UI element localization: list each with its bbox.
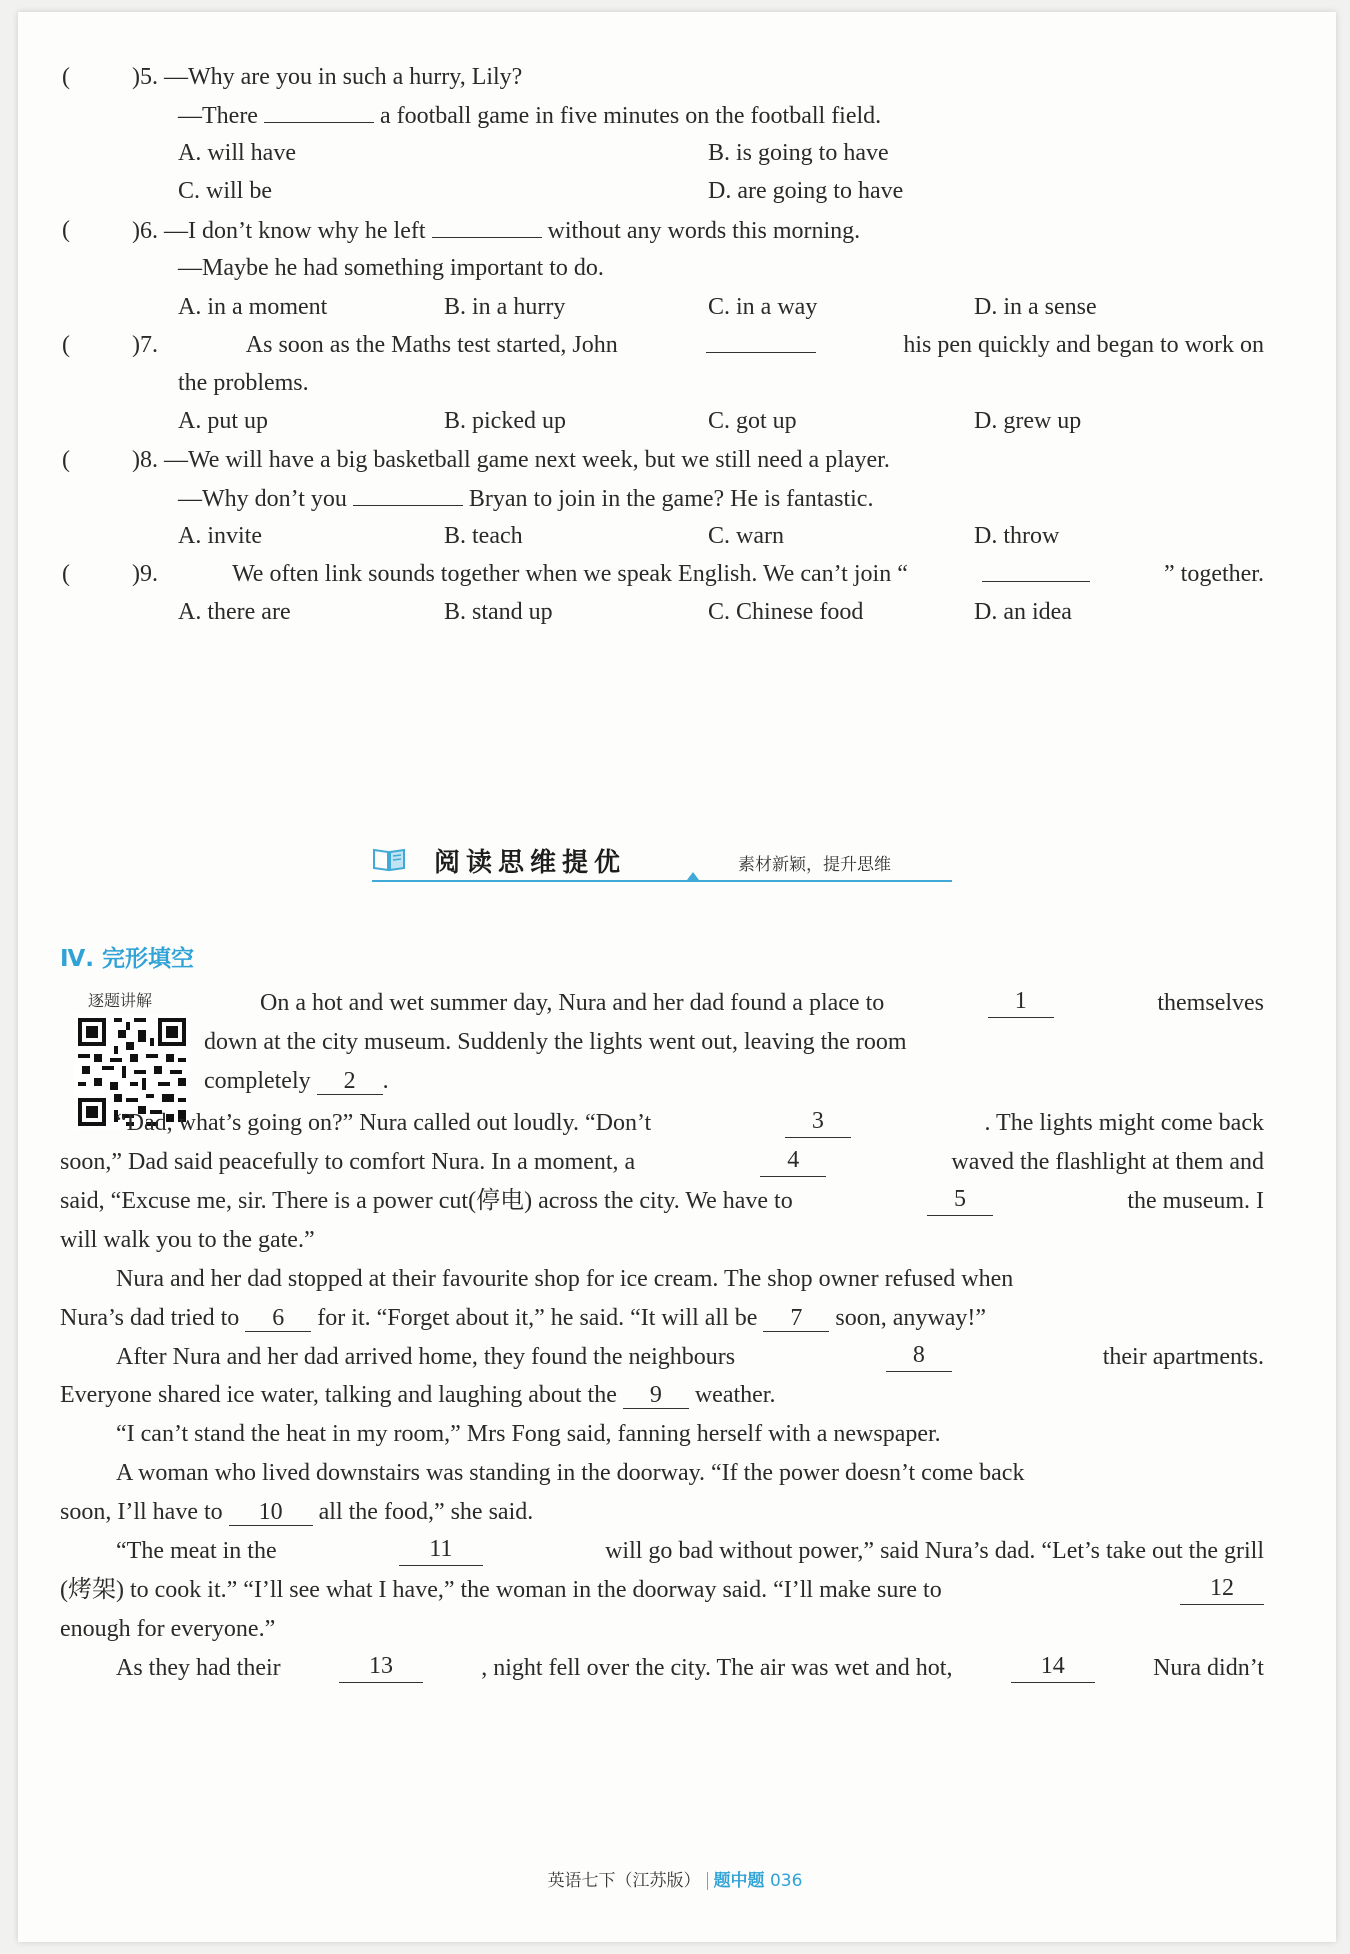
- question-7: )7. As soon as the Maths test started, John his pen quickly and began to work on: [132, 332, 1264, 358]
- option-a[interactable]: A. put up: [178, 408, 268, 434]
- option-a[interactable]: A. there are: [178, 599, 291, 625]
- blank-5[interactable]: 5: [927, 1186, 993, 1216]
- blank-14[interactable]: 14: [1011, 1653, 1095, 1683]
- blank-7[interactable]: 7: [763, 1305, 829, 1332]
- option-d[interactable]: D. are going to have: [708, 178, 904, 204]
- passage-line: As they had their 13 , night fell over the city. The air was wet and hot, 14 Nura didn’t: [116, 1653, 1264, 1681]
- passage-line: will walk you to the gate.”: [60, 1227, 315, 1253]
- option-c[interactable]: C. got up: [708, 408, 797, 434]
- blank-13[interactable]: 13: [339, 1653, 423, 1683]
- passage-line: completely 2 .: [204, 1068, 389, 1094]
- option-c[interactable]: C. Chinese food: [708, 599, 864, 625]
- answer-blank[interactable]: [706, 330, 816, 353]
- passage-line: Nura and her dad stopped at their favourite shop for ice cream. The shop owner refused when: [116, 1266, 1014, 1292]
- answer-paren[interactable]: (: [62, 447, 70, 473]
- banner-subtitle: 素材新颖，提升思维: [738, 855, 891, 875]
- option-a[interactable]: A. will have: [178, 140, 296, 166]
- option-d[interactable]: D. grew up: [974, 408, 1082, 434]
- question-7-line2: the problems.: [178, 370, 309, 396]
- answer-paren[interactable]: (: [62, 217, 70, 243]
- question-6-line2: —Maybe he had something important to do.: [178, 255, 604, 281]
- page-number: 036: [769, 1871, 803, 1891]
- answer-blank[interactable]: [982, 559, 1090, 582]
- passage-line: On a hot and wet summer day, Nura and her dad found a place to 1 themselves: [260, 988, 1264, 1016]
- blank-9[interactable]: 9: [623, 1382, 689, 1409]
- banner-underline: [372, 880, 952, 882]
- blank-12[interactable]: 12: [1180, 1575, 1264, 1605]
- answer-blank[interactable]: [432, 215, 542, 238]
- option-c[interactable]: C. in a way: [708, 294, 818, 320]
- option-b[interactable]: B. teach: [444, 523, 523, 549]
- passage-line: “I can’t stand the heat in my room,” Mrs Fong said, fanning herself with a newspaper.: [116, 1421, 941, 1447]
- answer-blank[interactable]: [353, 483, 463, 506]
- option-a[interactable]: A. invite: [178, 523, 262, 549]
- option-c[interactable]: C. will be: [178, 178, 272, 204]
- passage-line: Everyone shared ice water, talking and laughing about the 9 weather.: [60, 1382, 776, 1408]
- answer-paren[interactable]: (: [62, 561, 70, 587]
- passage-line: soon, I’ll have to 10 all the food,” she said.: [60, 1499, 534, 1525]
- section-title: Ⅳ. 完形填空: [60, 946, 195, 972]
- qr-label: 逐题讲解: [88, 991, 153, 1010]
- option-b[interactable]: B. in a hurry: [444, 294, 566, 320]
- passage-line: said, “Excuse me, sir. There is a power cut(停电) across the city. We have to 5 the museum. I: [60, 1186, 1264, 1214]
- book-icon: [372, 846, 406, 872]
- passage-line: Nura’s dad tried to 6 for it. “Forget about it,” he said. “It will all be 7 soon, anyway!”: [60, 1305, 987, 1331]
- question-5-line2: —There a football game in five minutes on the football field.: [178, 100, 881, 131]
- banner-pointer: [687, 872, 699, 880]
- passage-line: “Dad, what’s going on?” Nura called out loudly. “Don’t 3 . The lights might come back: [116, 1108, 1264, 1136]
- blank-3[interactable]: 3: [785, 1108, 851, 1138]
- answer-blank[interactable]: [264, 100, 374, 123]
- option-b[interactable]: B. is going to have: [708, 140, 889, 166]
- passage-line: A woman who lived downstairs was standing in the doorway. “If the power doesn’t come back: [116, 1460, 1025, 1486]
- option-d[interactable]: D. throw: [974, 523, 1060, 549]
- passage-line: soon,” Dad said peacefully to comfort Nura. In a moment, a 4 waved the flashlight at them and: [60, 1147, 1264, 1175]
- passage-line: down at the city museum. Suddenly the lights went out, leaving the room: [204, 1029, 907, 1055]
- option-d[interactable]: D. in a sense: [974, 294, 1097, 320]
- blank-1[interactable]: 1: [988, 988, 1054, 1018]
- blank-6[interactable]: 6: [245, 1305, 311, 1332]
- blank-2[interactable]: 2: [317, 1068, 383, 1095]
- blank-11[interactable]: 11: [399, 1536, 483, 1566]
- blank-4[interactable]: 4: [760, 1147, 826, 1177]
- question-6: )6. —I don’t know why he left without any words this morning.: [132, 215, 860, 246]
- passage-line: “The meat in the 11 will go bad without power,” said Nura’s dad. “Let’s take out the grill: [116, 1536, 1264, 1564]
- question-9: )9. We often link sounds together when we speak English. We can’t join “ ” together.: [132, 561, 1264, 587]
- option-c[interactable]: C. warn: [708, 523, 784, 549]
- book-title: 英语七下（江苏版）: [547, 1871, 701, 1891]
- passage-line: enough for everyone.”: [60, 1616, 276, 1642]
- answer-paren[interactable]: (: [62, 64, 70, 90]
- page-footer: [0, 1866, 1350, 1891]
- passage-line: (烤架) to cook it.” “I’ll see what I have,” the woman in the doorway said. “I’ll make sure to 12: [60, 1575, 1264, 1605]
- answer-paren[interactable]: (: [62, 332, 70, 358]
- question-8-line2: —Why don’t you Bryan to join in the game? He is fantastic.: [178, 483, 873, 514]
- question-5: )5. —Why are you in such a hurry, Lily?: [132, 64, 523, 90]
- option-d[interactable]: D. an idea: [974, 599, 1072, 625]
- option-b[interactable]: B. stand up: [444, 599, 553, 625]
- blank-8[interactable]: 8: [886, 1342, 952, 1372]
- section-banner: [372, 842, 952, 882]
- footer-divider: [707, 1872, 708, 1890]
- option-a[interactable]: A. in a moment: [178, 294, 328, 320]
- banner-title: 阅读思维提优: [434, 848, 627, 878]
- passage-line: After Nura and her dad arrived home, they found the neighbours 8 their apartments.: [116, 1342, 1264, 1370]
- blank-10[interactable]: 10: [229, 1499, 313, 1526]
- option-b[interactable]: B. picked up: [444, 408, 566, 434]
- brand-name: 题中题: [713, 1871, 765, 1891]
- question-8: )8. —We will have a big basketball game next week, but we still need a player.: [132, 447, 890, 473]
